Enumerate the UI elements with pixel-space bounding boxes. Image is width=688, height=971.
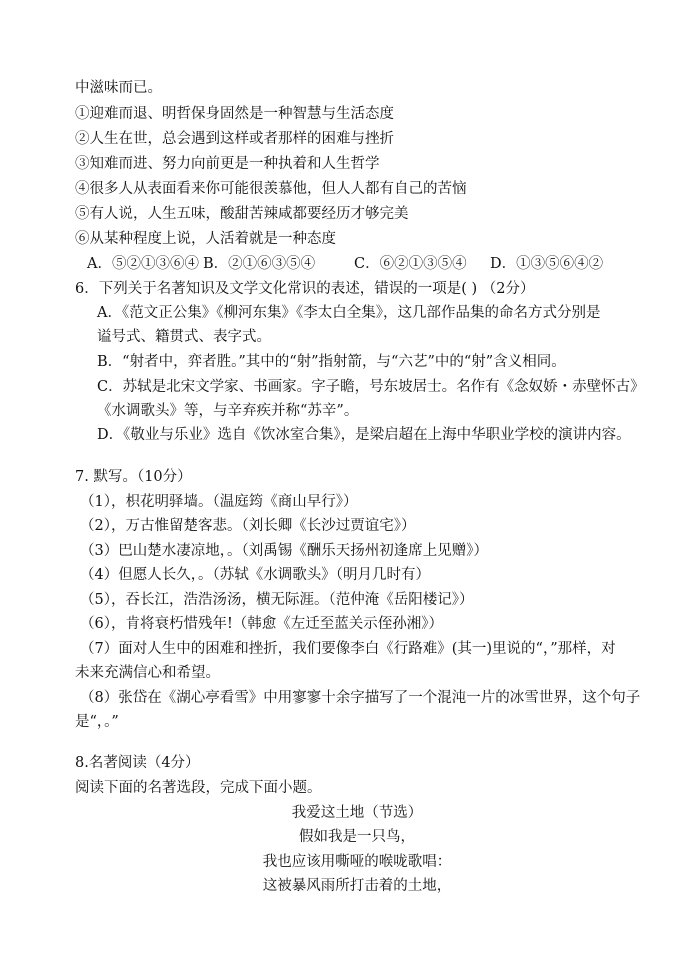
sentence-item: ⑥从某种程度上说，人活着就是一种态度 <box>75 231 336 247</box>
dictation-item: （1），枳花明驿墙。（温庭筠《商山早行》） <box>80 494 358 510</box>
poem-line: 假如我是一只鸟， <box>299 829 415 845</box>
sentence-item: ②人生在世，总会遇到这样或者那样的困难与挫折 <box>75 131 394 147</box>
dictation-item-8-cont: 是“，。” <box>75 714 119 730</box>
poem-line: 我也应该用嘶哑的喉咙歌唱： <box>262 854 452 870</box>
dictation-item-7: （7）面对人生中的困难和挫折，我们要像李白《行路难》(其一)里说的“，”那样，对 <box>80 641 616 657</box>
sentence-item: ④很多人从表面看来你可能很羡慕他，但人人都有自己的苦恼 <box>75 181 467 197</box>
dictation-item: （4）但愿人长久，。（苏轼《水调歌头》（明月几时有） <box>80 567 430 583</box>
q6-option-c-cont: 《水调歌头》等，与辛弃疾并称“苏辛”。 <box>97 403 359 419</box>
sentence-item: ①迎难而退、明哲保身固然是一种智慧与生活态度 <box>75 106 394 122</box>
dictation-item: （3）巴山楚水凄凉地，。（刘禹锡《酬乐天扬州初逢席上见赠》） <box>80 543 488 559</box>
question-6-stem: 6．下列关于名著知识及文学文化常识的表述，错误的一项是( ) （2分） <box>75 281 535 297</box>
dictation-item-8: （8）张岱在《湖心亭看雪》中用寥寥十余字描写了一个混沌一片的冰雪世界，这个句子 <box>80 690 641 706</box>
dictation-item-7-cont: 未来充满信心和希望。 <box>75 665 220 681</box>
question-7-title: 7. 默写。（10分） <box>75 469 192 485</box>
option-a: A．⑤②①③⑥④ <box>87 256 199 272</box>
sentence-item: ⑤有人说，人生五味，酸甜苦辣咸都要经历才够完美 <box>75 206 409 222</box>
question-8-instruction: 阅读下面的名著选段，完成下面小题。 <box>75 780 322 796</box>
q6-option-b: B．“射者中，弈者胜。”其中的“射”指射箭，与“六艺”中的“射”含义相同。 <box>97 354 566 370</box>
dictation-item: （6），肯将衰朽惜残年!（韩愈《左迁至蓝关示侄孙湘》） <box>80 616 444 632</box>
q6-option-d: D．《敬业与乐业》选自《饮冰室合集》，是梁启超在上海中华职业学校的演讲内容。 <box>97 427 631 443</box>
question-8-title: 8.名著阅读（4分） <box>75 755 200 771</box>
option-d: D．①③⑤⑥④② <box>490 256 604 272</box>
q6-option-a-cont: 谥号式、籍贯式、表字式。 <box>97 329 271 345</box>
dictation-item: （2），万古惟留楚客悲。（刘长卿《长沙过贾谊宅》） <box>80 518 416 534</box>
q6-option-a: A．《范文正公集》《柳河东集》《李太白全集》，这几部作品集的命名方式分别是 <box>97 305 601 321</box>
poem-line: 这被暴风雨所打击着的土地， <box>262 878 452 894</box>
option-b: B．②①⑥③⑤④ <box>203 256 316 272</box>
continuation-line: 中滋味而已。 <box>75 80 162 96</box>
poem-title: 我爱这土地（节选） <box>291 805 423 821</box>
q6-option-c: C．苏轼是北宋文学家、书画家。字子瞻，号东坡居士。名作有《念奴娇・赤壁怀古》 <box>97 379 645 395</box>
sentence-item: ③知难而进、努力向前更是一种执着和人生哲学 <box>75 156 380 172</box>
option-c: C．⑥②①③⑤④ <box>354 256 467 272</box>
dictation-item: （5），吞长江，浩浩汤汤，横无际涯。（范仲淹《岳阳楼记》） <box>80 592 474 608</box>
